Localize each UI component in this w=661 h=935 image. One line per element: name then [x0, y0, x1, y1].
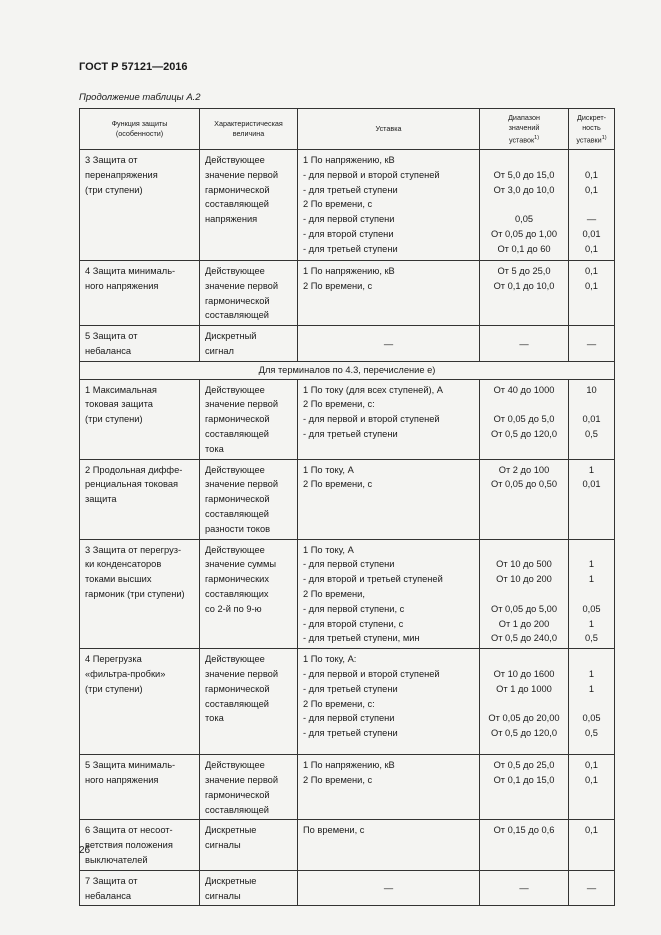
discreteness-cell-line: 0,1 [585, 760, 598, 771]
setting-cell-line: - для первой и второй ступеней [303, 668, 440, 679]
range-cell-line: От 1 до 200 [498, 618, 550, 629]
quantity-cell-line: гармонических [205, 574, 269, 585]
function-cell-line: ного напряжения [85, 774, 159, 785]
quantity-cell-line: гармонической [205, 494, 270, 505]
quantity-cell-line: Действующее [205, 654, 265, 665]
setting-cell-line: - для первой ступени [303, 559, 395, 570]
range-cell-line: От 0,1 до 10,0 [493, 280, 555, 291]
setting-cell-line: 1 По току, А [303, 544, 354, 555]
discreteness-cell-line: 0,05 [582, 603, 601, 614]
setting-cell [298, 539, 480, 649]
table-row [80, 539, 615, 649]
range-cell [480, 150, 569, 261]
function-cell [80, 755, 200, 820]
setting-cell-line: - для второй и третьей ступеней [303, 574, 443, 585]
quantity-cell-line: составляющей [205, 804, 269, 815]
settings-table [79, 108, 615, 906]
setting-cell-line: - для первой ступени, с [303, 603, 405, 614]
setting-cell-line: 2 По времени, с: [303, 698, 375, 709]
range-cell-line: От 0,05 до 5,0 [493, 414, 555, 425]
table-row [80, 379, 615, 459]
range-cell-line: От 0,05 до 20,00 [488, 713, 560, 724]
range-cell-line [485, 397, 563, 412]
function-cell-line: «фильтра-пробки» [85, 668, 166, 679]
range-cell-line [485, 697, 563, 712]
table-continuation-caption: Продолжение таблицы А.2 [79, 92, 201, 103]
range-cell [480, 261, 569, 326]
range-cell [480, 379, 569, 459]
quantity-cell-line: Дискретные [205, 825, 257, 836]
function-cell [80, 820, 200, 870]
quantity-cell-line: Действующее [205, 544, 265, 555]
range-cell-line: От 0,05 до 1,00 [490, 228, 558, 239]
function-cell [80, 261, 200, 326]
setting-cell-line: 2 По времени, [303, 588, 365, 599]
function-cell-line: защита [85, 494, 117, 505]
quantity-cell-line: сигналы [205, 890, 241, 901]
function-cell [80, 379, 200, 459]
quantity-cell-line: Действующее [205, 266, 265, 276]
table-row [80, 649, 615, 755]
discreteness-cell-line: 1 [588, 559, 595, 570]
discreteness-cell-line: — [586, 214, 597, 225]
setting-cell [298, 261, 480, 326]
quantity-cell [200, 870, 298, 906]
discreteness-cell-line: 1 [588, 574, 595, 585]
range-cell-line: От 0,1 до 60 [497, 243, 551, 254]
quantity-cell-line: Действующее [205, 384, 265, 395]
discreteness-cell-line: 0,1 [585, 774, 598, 785]
setting-cell-line: 2 По времени, с [303, 774, 373, 785]
setting-cell-line: 2 По времени, с [303, 479, 373, 490]
table-row [80, 261, 615, 326]
function-cell-line: 5 Защита от [85, 331, 138, 342]
discreteness-cell: — [569, 326, 615, 362]
function-cell-line: ки конденсаторов [85, 559, 162, 570]
quantity-cell-line: значение первой [205, 668, 279, 679]
range-cell-line: От 0,1 до 15,0 [493, 774, 555, 785]
setting-cell [298, 459, 480, 539]
range-cell: — [480, 870, 569, 906]
setting-cell-line: 1 По току, А [303, 464, 354, 475]
range-cell-line: От 10 до 1600 [493, 668, 555, 679]
range-cell [480, 755, 569, 820]
setting-cell-line: 1 По напряжению, кВ [303, 155, 395, 165]
discreteness-cell-line: 0,05 [582, 713, 601, 724]
function-cell-line: 3 Защита от [85, 155, 138, 165]
function-cell-line: перенапряжения [85, 169, 158, 180]
quantity-cell [200, 379, 298, 459]
discreteness-cell-line: 0,1 [585, 280, 598, 291]
quantity-cell-line: тока [205, 713, 224, 724]
function-cell-line: ренциальная токовая [85, 479, 179, 490]
range-cell-line: От 0,5 до 120,0 [490, 428, 558, 439]
setting-cell-line: - для третьей ступени [303, 243, 398, 254]
function-cell-line: 1 Максимальная [85, 384, 157, 395]
setting-cell-line: 2 По времени, с [303, 199, 373, 210]
setting-cell-line: - для второй ступени, с [303, 618, 404, 629]
function-cell-line: токами высших [85, 574, 152, 585]
table-row [80, 820, 615, 870]
setting-cell: — [298, 870, 480, 906]
col-header-range: Диапазон значений уставок$^{1)}$ [480, 109, 569, 150]
setting-cell [298, 379, 480, 459]
setting-cell-line: - для первой ступени [303, 713, 395, 724]
quantity-cell-line: Действующее [205, 155, 265, 165]
quantity-cell-line: составляющей [205, 508, 269, 519]
discreteness-cell-line: 0,5 [585, 633, 598, 644]
discreteness-cell-line: 0,1 [585, 825, 598, 836]
range-cell-line: От 0,5 до 120,0 [490, 728, 558, 739]
quantity-cell-line: Действующее [205, 760, 265, 771]
function-cell-line: (три ступени) [85, 184, 143, 195]
quantity-cell-line: гармонической [205, 683, 270, 694]
setting-cell [298, 150, 480, 261]
quantity-cell-line: напряжения [205, 214, 258, 225]
col-header-characteristic: Характеристическая величина [200, 109, 298, 150]
range-cell-line: От 1 до 1000 [496, 683, 552, 694]
col-header-function: Функция защиты (особенности) [80, 109, 200, 150]
function-cell-line: 7 Защита от [85, 875, 138, 886]
range-cell-line [485, 543, 563, 558]
discreteness-cell-line [574, 587, 609, 602]
range-cell-line: От 5,0 до 15,0 [493, 169, 555, 180]
section-title: Для терминалов по 4.3, перечисление е) [80, 361, 615, 379]
discreteness-cell-line: 0,01 [582, 479, 601, 490]
range-cell-line: От 10 до 200 [496, 574, 552, 585]
discreteness-cell-line [574, 197, 609, 212]
setting-cell-line: 2 По времени, с [303, 280, 373, 291]
range-cell-line: От 5 до 25,0 [497, 266, 551, 276]
quantity-cell-line: значение первой [205, 774, 279, 785]
function-cell-line: (три ступени) [85, 683, 143, 694]
table-row [80, 870, 615, 906]
range-cell-line: От 3,0 до 10,0 [493, 184, 555, 195]
range-cell-line: От 0,5 до 25,0 [493, 760, 555, 771]
range-cell-line: От 40 до 1000 [493, 384, 555, 395]
setting-cell-line: По времени, с [303, 825, 365, 836]
quantity-cell-line: составляющих [205, 588, 269, 599]
range-cell-line: От 2 до 100 [498, 464, 550, 475]
discreteness-cell-line: 1 [588, 618, 595, 629]
discreteness-cell [569, 261, 615, 326]
function-cell [80, 326, 200, 362]
table-header-row [80, 109, 615, 150]
setting-cell-line: 1 По току (для всех ступеней), А [303, 384, 443, 395]
quantity-cell-line: разности токов [205, 523, 271, 534]
discreteness-cell: — [569, 870, 615, 906]
range-cell-line: От 0,5 до 240,0 [490, 633, 558, 644]
range-cell [480, 649, 569, 755]
discreteness-cell [569, 379, 615, 459]
setting-cell-line: 2 По времени, с: [303, 399, 375, 410]
setting-cell [298, 820, 480, 870]
range-cell-line [485, 197, 563, 212]
quantity-cell-line: гармонической [205, 295, 270, 306]
discreteness-cell-line [574, 652, 609, 667]
setting-cell-line: 1 По току, А: [303, 654, 357, 665]
table-row [80, 755, 615, 820]
setting-cell-line: - для третьей ступени [303, 428, 398, 439]
discreteness-cell [569, 755, 615, 820]
page-number: 26 [79, 845, 91, 856]
quantity-cell [200, 459, 298, 539]
function-cell-line: небаланса [85, 345, 132, 356]
function-cell-line: небаланса [85, 890, 132, 901]
quantity-cell-line: гармонической [205, 184, 270, 195]
function-cell [80, 649, 200, 755]
discreteness-cell [569, 649, 615, 755]
discreteness-cell [569, 150, 615, 261]
function-cell [80, 539, 200, 649]
function-cell-line: гармоник (три ступени) [85, 588, 185, 599]
function-cell [80, 870, 200, 906]
quantity-cell [200, 820, 298, 870]
quantity-cell-line: Дискретные [205, 875, 257, 886]
discreteness-cell-line [574, 697, 609, 712]
discreteness-cell-line [574, 543, 609, 558]
function-cell-line: ного напряжения [85, 280, 159, 291]
range-cell-line: От 0,05 до 5,00 [490, 603, 558, 614]
quantity-cell-line: гармонической [205, 414, 270, 425]
setting-cell-line: 1 По напряжению, кВ [303, 266, 395, 276]
setting-cell-line: - для первой и второй ступеней [303, 414, 440, 425]
function-cell-line: (три ступени) [85, 414, 143, 425]
quantity-cell [200, 261, 298, 326]
setting-cell-line: - для второй ступени [303, 228, 394, 239]
function-cell-line: 2 Продольная диффе- [85, 464, 183, 475]
range-cell-line: От 0,05 до 0,50 [490, 479, 558, 490]
table-row [80, 150, 615, 261]
col-header-setting: Уставка [298, 109, 480, 150]
discreteness-cell [569, 820, 615, 870]
setting-cell-line: 1 По напряжению, кВ [303, 760, 395, 771]
quantity-cell-line: составляющей [205, 310, 269, 321]
discreteness-cell [569, 539, 615, 649]
range-cell-line [485, 587, 563, 602]
range-cell-line [485, 652, 563, 667]
discreteness-cell-line: 0,1 [585, 169, 598, 180]
range-cell-line [485, 153, 563, 168]
quantity-cell-line: сигнал [205, 345, 234, 356]
setting-cell-line: - для третьей ступени [303, 683, 398, 694]
quantity-cell [200, 649, 298, 755]
quantity-cell-line: гармонической [205, 789, 270, 800]
quantity-cell-line: значение первой [205, 280, 279, 291]
discreteness-cell-line: 0,1 [585, 266, 598, 276]
quantity-cell-line: значение первой [205, 169, 279, 180]
quantity-cell-line: значение суммы [205, 559, 277, 570]
range-cell: — [480, 326, 569, 362]
section-row [80, 361, 615, 379]
col-header-discreteness: Дискрет- ность уставки$^{1)}$ [569, 109, 615, 150]
setting-cell-line: - для первой ступени [303, 214, 395, 225]
function-cell-line: 5 Защита минималь- [85, 760, 176, 771]
discreteness-cell-line: 0,5 [585, 728, 598, 739]
setting-cell [298, 649, 480, 755]
function-cell [80, 459, 200, 539]
range-cell-line: От 0,15 до 0,6 [493, 825, 555, 836]
function-cell-line: 3 Защита от перегруз- [85, 544, 182, 555]
quantity-cell-line: составляющей [205, 199, 269, 210]
range-cell-line: От 10 до 500 [496, 559, 552, 570]
discreteness-cell-line: 0,1 [585, 243, 598, 254]
quantity-cell-line: тока [205, 443, 224, 454]
quantity-cell-line: со 2-й по 9-ю [205, 603, 262, 614]
discreteness-cell-line [574, 153, 609, 168]
discreteness-cell-line: 0,1 [585, 184, 598, 195]
quantity-cell-line: значение первой [205, 479, 279, 490]
discreteness-cell-line: 1 [588, 668, 595, 679]
function-cell-line: 4 Защита минималь- [85, 266, 176, 276]
discreteness-cell-line: 0,01 [582, 228, 601, 239]
setting-cell-line: - для первой и второй ступеней [303, 169, 440, 180]
setting-cell-line: - для третьей ступени [303, 184, 398, 195]
range-cell [480, 820, 569, 870]
quantity-cell-line: значение первой [205, 399, 279, 410]
discreteness-cell-line [574, 397, 609, 412]
function-cell-line: выключателей [85, 854, 148, 865]
function-cell-line: 4 Перегрузка [85, 654, 142, 665]
setting-cell-line: - для третьей ступени, мин [303, 633, 420, 644]
setting-cell: — [298, 326, 480, 362]
table-row [80, 326, 615, 362]
quantity-cell [200, 326, 298, 362]
range-cell-line: 0,05 [514, 214, 534, 225]
quantity-cell-line: Действующее [205, 464, 265, 475]
discreteness-cell-line: 1 [588, 464, 595, 475]
document-id: ГОСТ Р 57121—2016 [79, 61, 188, 73]
discreteness-cell-line: 0,5 [585, 428, 598, 439]
discreteness-cell-line: 1 [588, 683, 595, 694]
quantity-cell [200, 755, 298, 820]
range-cell [480, 539, 569, 649]
discreteness-cell-line: 0,01 [582, 414, 601, 425]
quantity-cell-line: составляющей [205, 428, 269, 439]
table-row [80, 459, 615, 539]
quantity-cell [200, 539, 298, 649]
function-cell-line: токовая защита [85, 399, 153, 410]
discreteness-cell [569, 459, 615, 539]
function-cell-line: ветствия положения [85, 840, 173, 851]
quantity-cell-line: сигналы [205, 840, 241, 851]
function-cell-line: 6 Защита от несоот- [85, 825, 173, 836]
quantity-cell [200, 150, 298, 261]
setting-cell [298, 755, 480, 820]
quantity-cell-line: составляющей [205, 698, 269, 709]
discreteness-cell-line: 10 [586, 384, 597, 395]
function-cell [80, 150, 200, 261]
range-cell [480, 459, 569, 539]
quantity-cell-line: Дискретный [205, 331, 257, 342]
setting-cell-line: - для третьей ступени [303, 728, 398, 739]
